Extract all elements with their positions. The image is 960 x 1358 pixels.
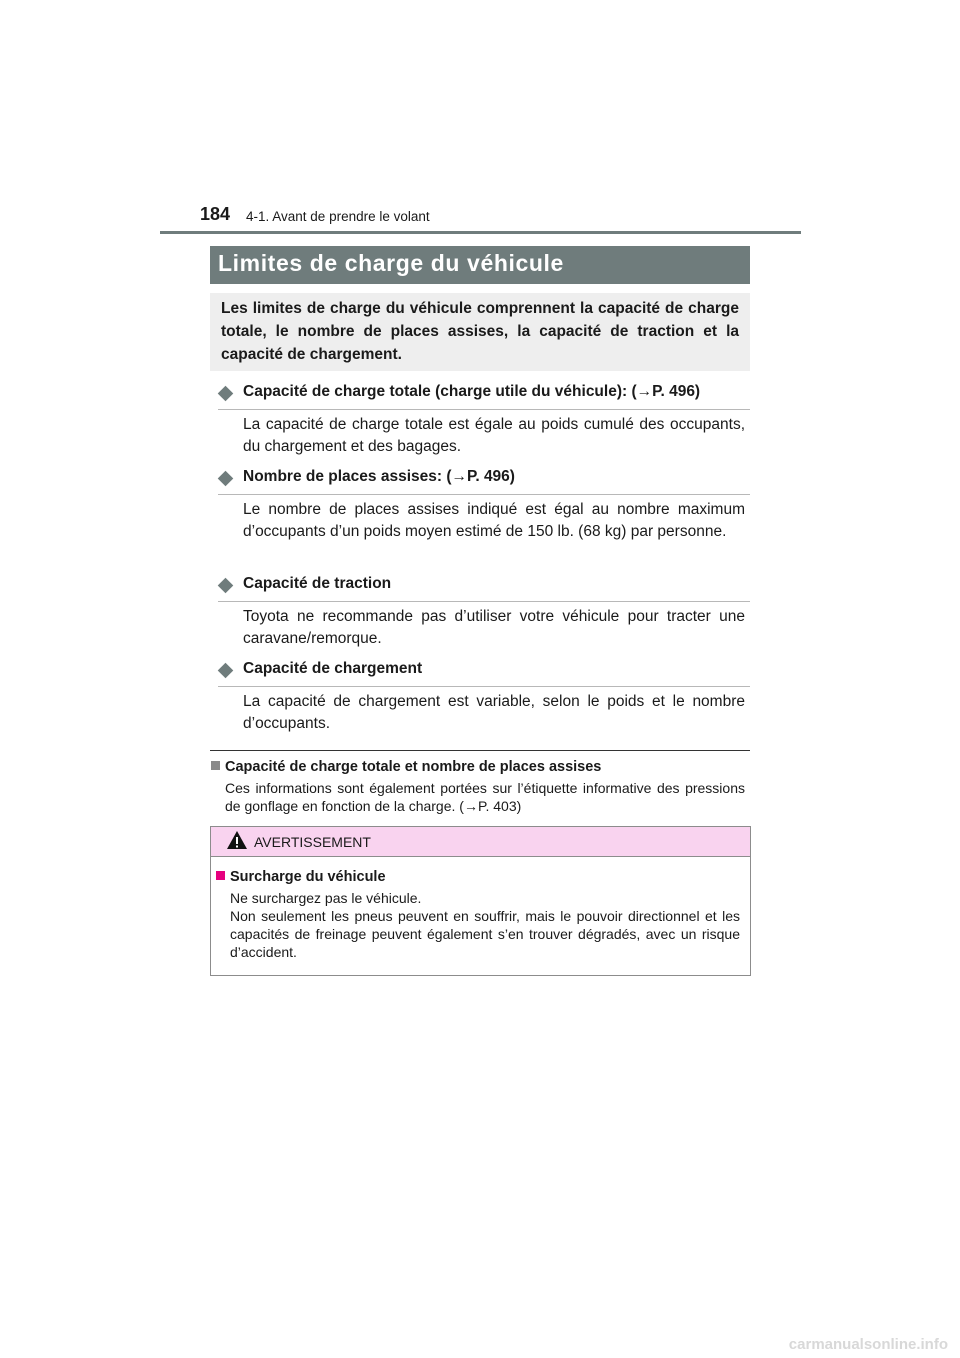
diamond-bullet-icon	[218, 578, 234, 594]
diamond-bullet-icon	[218, 471, 234, 487]
section-divider	[210, 750, 750, 751]
diamond-bullet-icon	[218, 663, 234, 679]
item-heading-text: Capacité de traction	[243, 575, 392, 592]
footer-watermark: carmanualsonline.info	[788, 1336, 948, 1353]
item-heading-1	[218, 383, 750, 410]
item-body-1: La capacité de charge totale est égale au poids cumulé des occupants, du chargement et des bagages.	[243, 416, 745, 455]
warning-heading	[216, 869, 386, 885]
warning-body	[230, 889, 740, 961]
warning-triangle-icon	[226, 830, 248, 850]
section-breadcrumb: 4-1. Avant de prendre le volant	[246, 209, 430, 224]
item-heading-text: Capacité de charge totale (charge utile du véhicule): (→P. 496)	[243, 383, 701, 400]
item-heading-text: Nombre de places assises: (→P. 496)	[243, 468, 515, 485]
item-body-2: Le nombre de places assises indiqué est égal au nombre maximum d’occupants d’un poids moyen estimé de 150 lb. (68 kg) par personne.	[243, 501, 745, 540]
title-bar	[210, 246, 750, 284]
item-body-4: La capacité de chargement est variable, selon le poids et le nombre d’occupants.	[243, 693, 745, 732]
page-number: 184	[200, 204, 231, 224]
item-heading-4	[218, 660, 750, 687]
item-heading-text: Capacité de chargement	[243, 660, 423, 677]
square-bullet-icon	[211, 761, 220, 770]
square-bullet-icon	[216, 871, 225, 880]
warning-heading-text: Surcharge du véhicule	[230, 869, 386, 885]
warning-box	[210, 826, 751, 976]
note-body: Ces informations sont également portées sur l’étiquette informative des pressions de gonflage en fonction de la charge. (→P. 403)	[225, 780, 745, 814]
item-heading-2	[218, 468, 750, 495]
note-heading-text: Capacité de charge totale et nombre de places assises	[225, 759, 602, 775]
item-body-3: Toyota ne recommande pas d’utiliser votre véhicule pour tracter une caravane/remorque.	[243, 608, 745, 647]
item-heading-3	[218, 575, 750, 602]
diamond-bullet-icon	[218, 386, 234, 402]
warning-label: AVERTISSEMENT	[254, 834, 371, 850]
warning-line: Non seulement les pneus peuvent en souffrir, mais le pouvoir directionnel et les capacités de freinage peuvent également s’en trouver dégradés, avec un risque d’accident.	[230, 908, 740, 960]
intro-text: Les limites de charge du véhicule comprennent la capacité de charge totale, le nombre de places assises, la capacité de traction et la capacité de chargement.	[221, 300, 739, 363]
note-heading	[211, 759, 601, 775]
warning-line: Ne surchargez pas le véhicule.	[230, 890, 422, 906]
page-title: Limites de charge du véhicule	[218, 250, 564, 276]
warning-header	[211, 827, 750, 857]
header-rule	[160, 231, 801, 234]
intro-box	[210, 293, 750, 371]
